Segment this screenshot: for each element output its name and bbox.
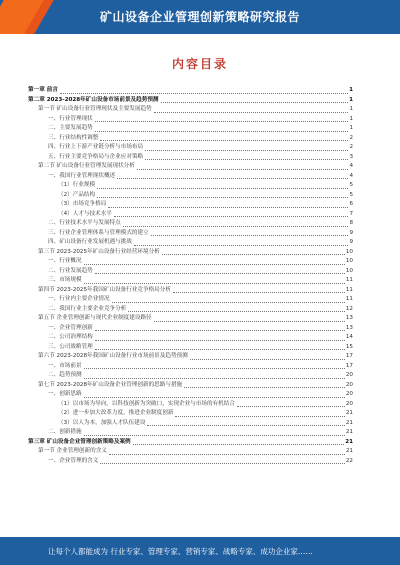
toc-entry[interactable] [28,352,353,362]
toc-page-number: 21 [345,438,353,445]
toc-entry[interactable] [28,276,353,286]
toc-entry-title: （1）行业规模 [58,182,96,188]
toc-entry-title: 第二节 矿山设备行业管理发展现状分析 [38,163,135,169]
toc-page-number: 4 [349,163,353,169]
toc-entry[interactable] [28,238,353,248]
toc-page-number: 10 [345,248,353,255]
toc-dot-leader [128,311,345,312]
toc-entry-title: 三、行业企业管理体系与管理模式的建立 [48,229,149,236]
toc-page-number: 17 [345,362,353,369]
toc-dot-leader [237,406,345,407]
toc-dot-leader [114,216,349,217]
toc-page-number: 20 [345,381,353,388]
toc-entry-title: 二、主要发展趋势 [48,125,93,131]
toc-dot-leader [95,330,345,331]
toc-page-number: 3 [349,153,353,160]
toc-entry[interactable] [28,86,353,96]
toc-page-number: 15 [345,343,353,350]
report-title: 矿山设备企业管理创新策略研究报告 [99,10,300,24]
toc-page-number: 13 [345,324,353,331]
toc-entry[interactable] [28,314,353,324]
toc-entry-title: 第七节 2023-2028年矿山设备企业管理创新的思路与措施 [38,381,183,388]
toc-page-number: 2 [349,144,353,150]
toc-entry-title: 第二章 2023-2028年矿山设备市场前景及趋势预测 [28,96,159,103]
toc-dot-leader [112,302,345,303]
toc-dot-leader [123,226,349,227]
toc-entry[interactable] [28,153,353,163]
toc-entry[interactable] [28,124,353,134]
toc-dot-leader [84,283,345,284]
toc-dot-leader [154,321,345,322]
page-header [0,0,400,34]
toc-entry[interactable] [28,457,353,467]
toc-entry[interactable] [28,191,353,201]
toc-entry[interactable] [28,210,353,220]
toc-page-number: 10 [345,267,353,274]
toc-dot-leader [117,178,348,179]
toc-entry-title: 三、公司战略管理 [48,343,93,350]
toc-dot-leader [84,368,345,369]
toc-dot-leader [133,444,345,445]
toc-entry[interactable] [28,447,353,457]
toc-entry-title: 第一章 前言 [28,87,58,93]
toc-dot-leader [84,397,345,398]
toc-entry[interactable] [28,248,353,258]
toc-page-number: 14 [345,334,353,340]
toc-entry[interactable] [28,371,353,381]
toc-dot-leader [97,188,348,189]
toc-entry[interactable] [28,343,353,353]
toc-entry-title: 二、趋势预测 [48,372,82,378]
toc-entry-title: 一、行业内主要企业情况 [48,296,110,302]
toc-page-number: 6 [349,201,353,207]
toc-entry-title: 一、行业管理现状 [48,115,93,122]
toc-page-number: 21 [345,429,353,435]
toc-entry[interactable] [28,286,353,296]
toc-dot-leader [108,207,348,208]
toc-entry[interactable] [28,400,353,410]
toc-page-number: 7 [349,210,353,217]
toc-entry-title: （4）人才与技术水平 [58,210,112,217]
toc-entry[interactable] [28,409,353,419]
toc-dot-leader [95,273,345,274]
toc-dot-leader [100,140,348,141]
toc-entry[interactable] [28,229,353,239]
toc-page-number: 21 [345,419,353,426]
toc-dot-leader [190,359,345,360]
toc-entry-title: 第一节 矿山设备行业管理现状及主要发展趋势 [38,106,152,112]
toc-dot-leader [60,93,348,94]
toc-dot-leader [147,425,344,426]
toc-entry-title: （3）以人为本，加强人才队伍建设 [58,419,146,426]
toc-page-number: 1 [349,125,353,131]
toc-entry[interactable] [28,96,353,106]
toc-entry[interactable] [28,143,353,153]
toc-entry[interactable] [28,419,353,429]
toc-entry[interactable] [28,115,353,125]
toc-entry-title: 二、公司治理结构 [48,334,93,340]
toc-entry-title: 第三节 2023-2025年矿山设备行业经营环境分析 [38,248,160,255]
toc-entry-title: 第一节 企业管理创新的含义 [38,448,107,454]
toc-dot-leader [95,121,349,122]
toc-entry[interactable] [28,105,353,115]
toc-page-number: 20 [345,400,353,407]
toc-entry[interactable] [28,172,353,182]
toc-entry-title: （2）进一步加大改革力度，推进企业制度创新 [58,410,174,416]
toc-entry-title: 四、矿山设备行业发展机遇与挑战 [48,239,132,245]
toc-dot-leader [84,264,345,265]
toc-entry-title: 二、行业发展趋势 [48,267,93,274]
toc-entry-title: 二、行业技术水平与发展特点 [48,220,121,226]
toc-dot-leader [145,159,348,160]
toc-page-number: 13 [345,315,353,321]
toc-page-number: 1 [349,96,353,103]
toc-entry[interactable] [28,267,353,277]
toc-entry-title: 五、行业主要竞争格局与企业应对策略 [48,153,144,160]
toc-page-number: 10 [345,258,353,264]
toc-entry-title: 第三章 矿山设备企业管理创新策略及案例 [28,438,131,445]
toc-entry[interactable] [28,428,353,438]
toc-entry[interactable] [28,381,353,391]
toc-page-number: 17 [345,353,353,359]
toc-entry[interactable] [28,362,353,372]
toc-page-number: 11 [345,286,353,293]
toc-page-number: 5 [349,182,353,188]
toc-entry[interactable] [28,295,353,305]
toc-dot-leader [109,454,345,455]
toc-page-number: 2 [349,134,353,141]
toc-entry[interactable] [28,134,353,144]
toc-entry[interactable] [28,200,353,210]
toc-entry-title: 三、行业结构性调整 [48,134,99,141]
toc-entry[interactable] [28,438,353,448]
toc-dot-leader [175,416,344,417]
toc-entry-title: 一、企业管理创新 [48,324,93,331]
toc-dot-leader [173,292,345,293]
toc-entry-title: 二、我国行业主要企业竞争分析 [48,305,127,312]
toc-entry-title: 一、我国行业管理现状概述 [48,172,116,179]
toc-dot-leader [100,463,345,464]
toc-entry-title: 三、市场规模 [48,277,82,283]
toc-entry-title: （1）以市场为导向，以科技创新为突破口，实现企业与市场的有机结合 [58,400,235,407]
footer-slogan: 让每个人都能成为 行业专家、管理专家、营销专家、战略专家、成功企业家…… [48,547,313,556]
toc-dot-leader [162,254,345,255]
toc-page-number: 5 [349,191,353,198]
toc-dot-leader [145,150,348,151]
toc-entry[interactable] [28,181,353,191]
toc-page-number: 1 [349,106,353,112]
toc-entry-title: 一、创新思路 [48,391,82,397]
toc-page-number: 21 [345,410,353,416]
toc-entry[interactable] [28,219,353,229]
toc-dot-leader [95,340,345,341]
toc-page-number: 12 [345,305,353,312]
toc-dot-leader [151,235,349,236]
toc-page-number: 9 [349,229,353,236]
toc-dot-leader [134,245,349,246]
toc-page-number: 11 [345,277,353,283]
toc-entry-title: 一、行业概况 [48,258,82,264]
toc-page-number: 1 [349,115,353,122]
toc-page-number: 9 [349,239,353,245]
page-footer [0,537,400,565]
toc-entry[interactable] [28,257,353,267]
toc-dot-leader [95,349,345,350]
toc-page-number: 11 [345,296,353,302]
toc-entry-title: 第六节 2023-2028年我国矿山设备行业市场前景及趋势预测 [38,353,188,359]
toc-entry[interactable] [28,390,353,400]
toc-entry-title: 四、行业上下游产业链分析与市场布局 [48,144,144,150]
toc-dot-leader [137,169,349,170]
toc-entry-title: （2）产品结构 [58,191,96,198]
toc-dot-leader [84,378,345,379]
toc-page-number: 21 [345,448,353,454]
toc-dot-leader [97,197,348,198]
toc-page-number: 1 [349,87,353,93]
toc-page-number: 22 [345,457,353,464]
toc-entry-title: （3）市场竞争格局 [58,201,107,207]
toc-entry-title: 第四节 2023-2025年我国矿山设备行业竞争格局分析 [38,286,171,293]
toc-entry[interactable] [28,333,353,343]
table-of-contents [28,86,353,466]
toc-dot-leader [154,112,349,113]
toc-dot-leader [84,435,345,436]
toc-page-number: 20 [345,391,353,397]
toc-page-number: 20 [345,372,353,378]
toc-entry-title: 一、企业管理的含义 [48,457,99,464]
toc-dot-leader [184,387,345,388]
toc-entry-title: 第五节 企业管理创新与现代企业制度建设路径 [38,315,152,321]
toc-page-number: 8 [349,220,353,226]
toc-page-number: 4 [349,172,353,179]
toc-entry[interactable] [28,324,353,334]
toc-heading: 内容目录 [171,57,228,71]
toc-dot-leader [95,131,349,132]
toc-entry[interactable] [28,162,353,172]
toc-entry-title: 二、创新措施 [48,429,82,435]
toc-dot-leader [161,102,349,103]
toc-entry-title: 一、市场前景 [48,362,82,369]
toc-entry[interactable] [28,305,353,315]
